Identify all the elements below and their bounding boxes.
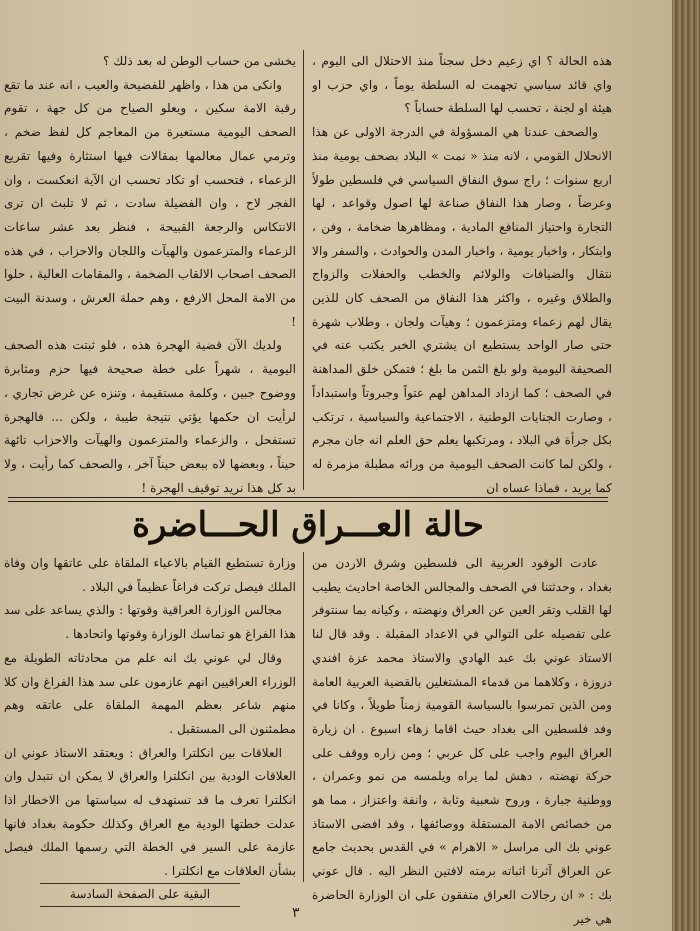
bottom-article-right-column [312, 552, 612, 930]
bottom-article-left-column [4, 552, 296, 882]
book-spine [672, 0, 700, 931]
paragraph: وانكى من هذا ، واظهر للفضيحة والعيب ، انه عند ما تقع رقبة الامة سكين ، ويعلو الصياح من كل جهة ، تقوم الصحف اليومية مستعيرة من المعاجم كل لفظ ضخم ، وترمي عمال معالمها بمقالات فيها استثارة وفيها تقريع الزعماء ، فتحسب او تكاد تحسب ان الآية انعكست ، وان الفجر لاح ، وان الفضيلة سادت ، ثم لا تلبث ان ترى الانتكاس والرجعة القبيحة ، فنظر بعد عشر ساعات الزعماء والمتزعمون والهيآت واللجان والاحزاب ، في هذه الصحف اصحاب الالقاب الضخمة ، والمقامات العالية ، حلوا من الامة المحل الارفع ، وهم حملة العرش ، وسدنة البيت ! [4, 77, 296, 329]
column-divider [303, 552, 304, 882]
page-number: ٣ [292, 905, 300, 921]
paragraph: وزارة تستطيع القيام بالاعباء الملقاة على عاتقها وان وفاة الملك فيصل تركت فراغاً عظيماً في البلاد . [4, 556, 296, 594]
top-article-left-column [4, 50, 296, 495]
continued-notice: البقية على الصفحة السادسة [40, 883, 240, 907]
paragraph: يخشى من حساب الوطن له بعد ذلك ؟ [103, 54, 296, 68]
paragraph: وقال لي عوني بك انه علم من محادثاته الطويلة مع الوزراء العراقيين انهم عازمون على سد هذا الفراغ وان كلا منهم شاعر بعظم المهمة الملقاة على عاتقه وهم مطمئنون الى المستقبل . [4, 650, 296, 736]
paragraph: العلاقات بين انكلترا والعراق : ويعتقد الاستاذ عوني ان العلاقات الودية بين انكلترا والعراق لا يمكن ان تتبدل وان انكلترا تعرف ما قد تستهدف له سياستها من الاخطار اذا عدلت خطتها الودية مع العراق وكذلك حكومة بغداد فانها عازمة على السير في الخطة التي رسمها الملك فيصل بشأن العلاقات مع انكلترا . [4, 745, 296, 879]
paragraph: والصحف عندنا هي المسؤولة في الدرجة الاولى عن هذا الانحلال القومي ، لانه منذ « نمت » البلاد بصحف يومية منذ اربع سنوات ؛ راج سوق النفاق السياسي في فلسطين طولاً وعرضاً ، وصار هذا النفاق صناعة لها اصول وقواعد ، لها التجارة واحتياز المنافع المادية ، ومظاهرها ضخامة ، وفن ، وابتكار ، واخبار يومية ، واخبار المدن والحوادث ، والسفر والا نتقال والضيافات والولائم والخطب والحفلات والزواج والطلاق وغيره ، واكثر هذا النفاق من الصحف كان للذين يقال لهم زعماء ومتزعمون ؛ وهيآت ولجان ، وطلاب شهرة حتى صار الواحد يستطيع ان يشتري الخبر يكتب عنه في الصحيفة اليومية ولو بلغ الثمن ما بلغ ؛ فتمكن خلق المداهنة في الصحف ؛ كما ازداد المداهن لهم عتواً وجبروتاً واستبداداً ، وصارت الجنايات الوطنية ، الاجتماعية والسياسية ، ترتكب بكل جرأة في البلاد ، ومرتكبها يعلم حق العلم انه جان مجرم ، ولكن لما كانت الصحف اليومية من ورائه مطبلة مزمرة له كما يريد ، فماذا عساه ان [312, 125, 612, 495]
top-article-right-column [312, 50, 612, 495]
paragraph: ولديك الآن قضية الهجرة هذه ، فلو ثبتت هذه الصحف اليومية ، شهراً على خطة صحيحة فيها حزم ومثابرة ووضوح جبين ، وكلمة مستقيمة ، وتنزه عن غرض تجاري ، لرأيت ان حكمها يؤتي نتيجة طيبة ، ولكن ... فالهجرة تستفحل ، والزعماء والمتزعمون والهيآت والاحزاب تائهة حيناً ، وبعضها لاه ببعض حيناً آخر ، والصحف كما رأيت ، ولا بد كل هذا نريد توقيف الهجرة ! [4, 338, 296, 495]
paragraph: مجالس الوزارة العراقية وقوتها : والذي يساعد على سد هذا الفراغ هو تماسك الوزارة وقوتها واتحادها . [4, 603, 296, 642]
section-divider [8, 497, 608, 502]
paragraph: هذه الحالة ؟ اي زعيم دخل سجناً منذ الاحتلال الى اليوم ، واي قائد سياسي تجهمت له السلطة يوماً ، واي حزب او هيئة او لجنة ، تحسب لها السلطة حساباً ؟ [312, 54, 612, 116]
article-headline: حالة العـــراق الحـــاضرة [132, 505, 484, 545]
column-divider [303, 50, 304, 490]
paragraph: عادت الوفود العربية الى فلسطين وشرق الاردن من بغداد ، وحدثتنا في الصحف والمجالس الخاصة احاديث يطيب لها القلب وتقر العين عن العراق ونهضته ، وكيانه بما سنتوفر على تفصيله على التوالي في الاعداد المقبلة . وقد قال لنا الاستاذ عوني بك عبد الهادي والاستاذ محمد عزة افندي دروزة ، وكلاهما من قدماء المشتغلين بالقضية العربية العامة ومن الذين تمرسوا بالسياسة القومية زمناً طويلاً ، وكانا في وفد فلسطين الى بغداد حيث اقاما زهاء اسبوع . ان زيارة العراق اليوم واجب على كل عربي ؛ ومن زاره ووقف على حركة نهضته ، دهش لما يراه ويلمسه من نمو وعمران ، ووطنية جبارة ، وروح شعبية وثابة ، وانفة واعتزاز ، مما هو من خصائص الامة المستقلة ووصائفها ، وقد افضى الاستاذ عوني بك الى مراسل « الاهرام » في القدس بحديث جامع عن العراق آثرنا اثباته برمته لافتين النظر اليه . قال عوني بك : « ان رجالات العراق متفقون على ان الوزارة الحاضرة هي خير [312, 556, 612, 926]
